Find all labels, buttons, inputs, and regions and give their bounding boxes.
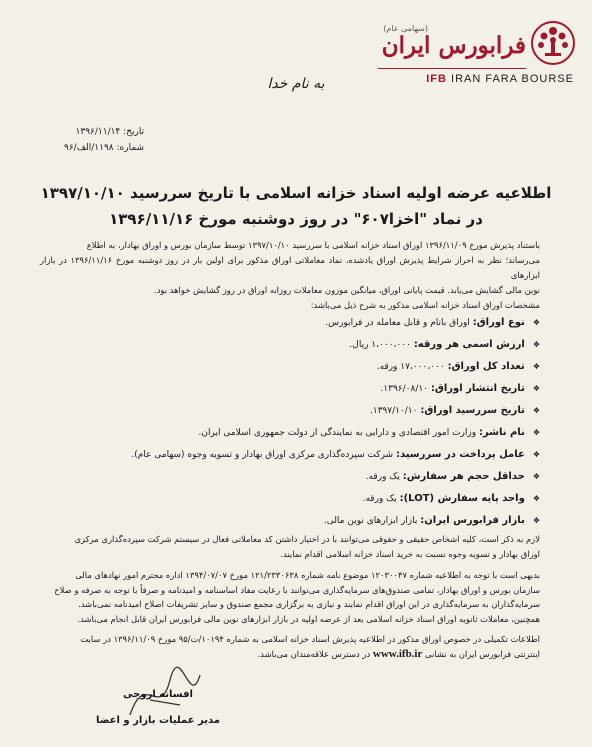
- logo-divider: [378, 68, 526, 69]
- funds-line: سرمایه‌گذاران به سرمایه‌گذاری در این اوراق اقدام نمایند و نیازی به برگزاری مجمع صندوق و سایر تشریفات اصلاح امیدنامه نمی‌باشد.: [78, 599, 540, 609]
- title-line-2: در نماد "اخزا۶۰۷" در روز دوشنبه مورخ ۱۳۹۶/۱۱/۱۶: [109, 210, 483, 228]
- spec-value: یک ورقه.: [365, 472, 400, 482]
- bullet-icon: ❖: [532, 384, 540, 393]
- funds-paragraph: [40, 568, 540, 626]
- spec-label: ارزش اسمی هر ورقه:: [413, 339, 525, 350]
- spec-item: [40, 312, 540, 334]
- spec-item: [40, 334, 540, 356]
- intro-line: نوین مالی گشایش می‌یابد. قیمت پایانی اوراق، میانگین موزون معاملات روزانه اوراق در روز گشایش خواهد بود.: [154, 285, 540, 295]
- intro-paragraph: [40, 238, 540, 313]
- spec-label: تعداد کل اوراق:: [447, 361, 525, 372]
- spec-item: [40, 444, 540, 466]
- bullet-icon: ❖: [532, 428, 540, 437]
- spec-label: تاریخ سررسید اوراق:: [420, 405, 525, 416]
- signer-role: مدیر عملیات بازار و اعضا: [96, 715, 220, 726]
- title-line-1: اطلاعیه عرضه اولیه اسناد خزانه اسلامی با تاریخ سررسید ۱۳۹۷/۱۰/۱۰: [40, 184, 552, 202]
- website-link[interactable]: www.ifb.ir: [372, 647, 423, 660]
- specs-list: [40, 312, 540, 532]
- spec-label: حداقل حجم هر سفارش:: [402, 471, 525, 482]
- note-line: اوراق بهادار و تسویه وجوه نسبت به خرید اسناد خزانه اسلامی اقدام نمایند.: [280, 548, 540, 559]
- bullet-icon: ❖: [532, 494, 540, 503]
- spec-item: [40, 466, 540, 488]
- basmala-heading: به نام خدا: [267, 76, 325, 92]
- signer-name: افسانه اروجی: [123, 689, 193, 700]
- bullet-icon: ❖: [532, 516, 540, 525]
- spec-value: وزارت امور اقتصادی و دارایی به نمایندگی از دولت جمهوری اسلامی ایران.: [198, 428, 477, 438]
- funds-line: همچنین، معاملات ثانویه اوراق اسناد خزانه اسلامی بعد از عرضه اولیه در بازار ابزارهای نوین مالی فرابورس ایران قابل انجام می‌باشد.: [77, 613, 540, 624]
- bullet-icon: ❖: [532, 406, 540, 415]
- bullet-icon: ❖: [532, 472, 540, 481]
- spec-value: شرکت سپرده‌گذاری مرکزی اوراق بهادار و تسویه وجوه (سهامی عام).: [131, 450, 394, 460]
- spec-label: بازار فرابورس ایران:: [420, 515, 525, 526]
- ifb-emblem-icon: [530, 20, 576, 66]
- letter-date: تاریخ: ۱۳۹۶/۱۱/۱۴: [75, 127, 145, 137]
- bullet-icon: ❖: [532, 362, 540, 371]
- spec-label: تاریخ انتشار اوراق:: [430, 383, 525, 394]
- intro-line: باستناد پذیرش مورخ ۱۳۹۶/۱۱/۰۹ اوراق اسناد خزانه اسلامی با سررسید ۱۳۹۷/۱۰/۱۰ توسط سازمان بورس و اوراق بهادار، به اطلاع: [86, 240, 540, 250]
- spec-item: [40, 400, 540, 422]
- brand-subtitle: (سهامی عام): [383, 24, 428, 33]
- spec-value: بازار ابزارهای نوین مالی.: [323, 516, 418, 526]
- intro-line: مشخصات اوراق اسناد خزانه اسلامی مذکور به شرح ذیل می‌باشد:: [310, 300, 540, 310]
- brand-name-fa: فرابورس ایران: [381, 32, 526, 59]
- spec-value: ۱۳۹۷/۱۰/۱۰.: [369, 406, 418, 416]
- spec-label: نوع اوراق:: [472, 317, 525, 328]
- funds-line: سازمان بورس و اوراق بهادار، تمامی صندوق‌های سرمایه‌گذاری می‌توانند با رعایت مفاد اساسنامه و امیدنامه و صرفاً با توجه به صرفه و صلاح: [54, 584, 540, 595]
- announcement-title: [40, 180, 552, 232]
- spec-value: اوراق بانام و قابل معامله در فرابورس.: [325, 318, 470, 328]
- letter-meta: [64, 124, 144, 156]
- info-line: اطلاعات تکمیلی در خصوص اوراق مذکور در اطلاعیه پذیرش اسناد خزانه اسلامی به شماره ۱۰۱۹۴/ت/۹۵ مورخ ۱۳۹۶/۱۱/۰۹ در سایت: [80, 634, 540, 644]
- intro-line: می‌رساند؛ نظر به احراز شرایط پذیرش اوراق یادشده، نماد معاملاتی اوراق مذکور برای اولین بار در روز دوشنبه مورخ ۱۳۹۶/۱۱/۱۶ در بازار ابزارهای: [40, 255, 540, 280]
- spec-item: [40, 378, 540, 400]
- spec-value: ۱،۰۰۰،۰۰۰ ریال.: [349, 340, 411, 350]
- spec-item: [40, 422, 540, 444]
- info-line-web: [40, 647, 540, 662]
- letter-number: شماره: ۱۱۹۸/الف/۹۶: [64, 143, 145, 153]
- spec-label: واحد پایه سفارش (LOT):: [399, 493, 525, 504]
- spec-value: ۱۳۹۶/۰۸/۱۰.: [380, 384, 429, 394]
- brand-prefix: IFB: [426, 73, 447, 85]
- bullet-icon: ❖: [532, 340, 540, 349]
- spec-value: یک ورقه.: [362, 494, 397, 504]
- bullet-icon: ❖: [532, 318, 540, 327]
- brand-en-text: IRAN FARA BOURSE: [451, 73, 574, 85]
- funds-line: بدیهی است با توجه به اطلاعیه شماره ۱۲۰۳۰۰۴۷ موضوع نامه شماره ۱۲۱/۲۳۳۰۶۳۸ مورخ ۱۳۹۴/۰۷/۰۷ اداره محترم امور نهادهای مالی: [75, 570, 540, 580]
- spec-label: عامل پرداخت در سررسید:: [395, 449, 525, 460]
- note-line: لازم به ذکر است، کلیه اشخاص حقیقی و حقوقی می‌توانند با در اختیار داشتن کد معاملاتی فعال در سیستم شرکت سپرده‌گذاری مرکزی: [74, 534, 540, 544]
- spec-item: [40, 510, 540, 532]
- info-post: در دسترس علاقه‌مندان می‌باشد.: [257, 648, 371, 659]
- signature-block: [88, 682, 228, 734]
- spec-item: [40, 488, 540, 510]
- note-paragraph: [40, 532, 540, 561]
- spec-label: نام ناشر:: [478, 427, 525, 438]
- spec-value: ۱۷،۰۰۰،۰۰۰ ورقه.: [376, 362, 445, 372]
- bullet-icon: ❖: [532, 450, 540, 459]
- info-pre: اینترنتی فرابورس ایران به نشانی: [425, 648, 540, 659]
- info-paragraph: [40, 632, 540, 661]
- spec-item: [40, 356, 540, 378]
